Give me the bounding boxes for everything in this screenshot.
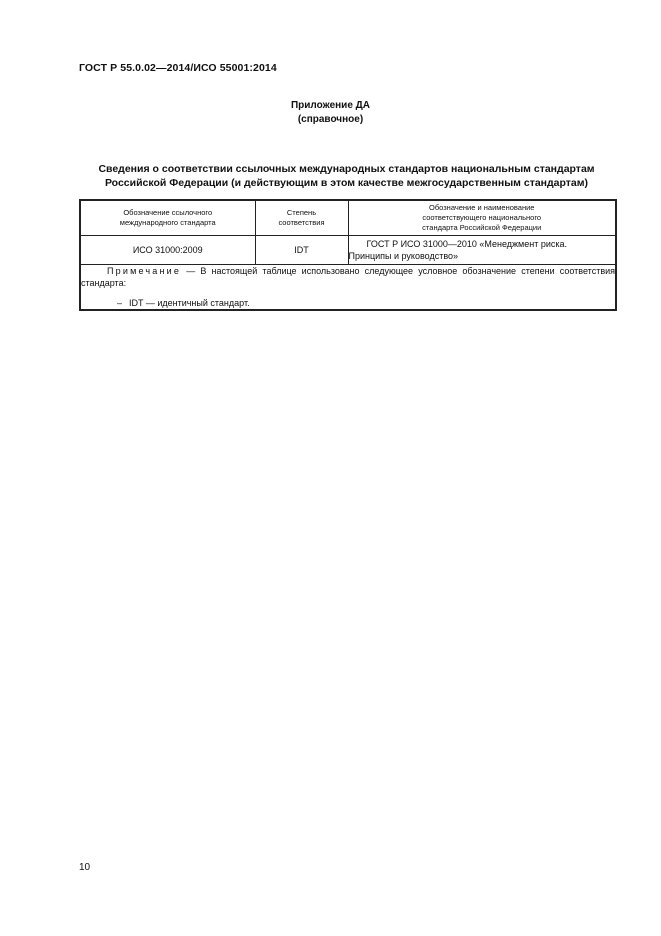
cell-intl-standard: ИСО 31000:2009 (80, 236, 255, 265)
annex-type: (справочное) (297, 114, 364, 125)
national-standard-line-2: Принципы и руководство» (348, 251, 459, 261)
note-text: — В настоящей таблице использовано следующее условное обозначение степени соответствия стандарта: (81, 266, 615, 288)
document-header-id: ГОСТ Р 55.0.02—2014/ИСО 55001:2014 (79, 62, 277, 74)
section-title-line-2: Российской Федерации (и действующим в этом качестве межгосударственным стандартам) (104, 177, 589, 189)
national-standard-line-1: ГОСТ Р ИСО 31000—2010 «Менеджмент риска. (366, 239, 568, 249)
table-note (80, 265, 616, 311)
note-paragraph (81, 265, 615, 289)
section-title (70, 162, 623, 190)
cell-degree: IDT (255, 236, 348, 265)
table-header-row (80, 200, 616, 236)
header-text: соответствующего национального (422, 213, 542, 222)
annex-title: Приложение ДА (290, 100, 371, 111)
cell-national-standard (348, 236, 616, 265)
page-number: 10 (79, 862, 91, 873)
header-text: Обозначение ссылочного (123, 208, 213, 217)
header-text: соответствия (278, 218, 325, 227)
note-item-text: IDT — идентичный стандарт. (129, 298, 250, 308)
header-text: Обозначение и наименование (429, 203, 535, 212)
note-list-item (81, 297, 615, 309)
correspondence-table (79, 199, 617, 311)
table-row (80, 236, 616, 265)
column-header-national-standard (348, 200, 616, 236)
header-text: международного стандарта (119, 218, 216, 227)
column-header-intl-standard (80, 200, 255, 236)
section-title-line-1: Сведения о соответствии ссылочных международных стандартов национальным стандартам (98, 163, 595, 175)
list-dash: – (117, 298, 123, 308)
note-label: Примечание (107, 266, 182, 276)
annex-heading (0, 99, 661, 127)
header-text: Степень (286, 208, 317, 217)
header-text: стандарта Российской Федерации (422, 223, 542, 232)
table-note-row (80, 265, 616, 311)
column-header-degree (255, 200, 348, 236)
